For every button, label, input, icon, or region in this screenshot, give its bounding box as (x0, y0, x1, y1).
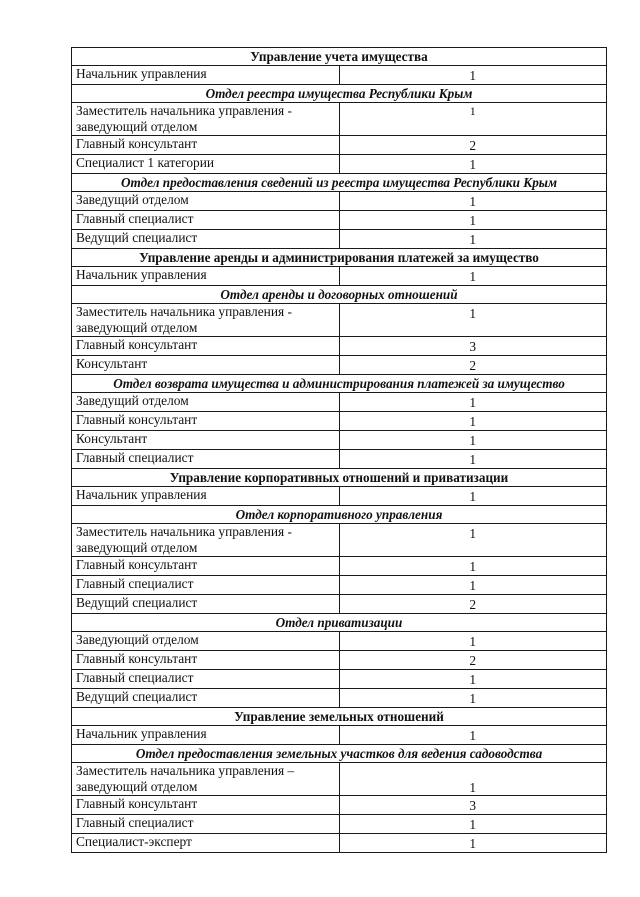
position-name: Начальник управления (72, 726, 340, 745)
position-name: Главный специалист (72, 211, 340, 230)
table-row (72, 412, 607, 431)
table-row (72, 815, 607, 834)
position-name: Заместитель начальника управления - заведующий отделом (72, 304, 340, 337)
position-count: 1 (339, 66, 607, 85)
position-name: Заведущий отделом (72, 393, 340, 412)
position-count: 1 (339, 393, 607, 412)
position-count: 1 (339, 155, 607, 174)
staffing-table-body (72, 48, 607, 853)
position-name: Специалист 1 категории (72, 155, 340, 174)
department-title: Отдел приватизации (72, 614, 607, 632)
department-heading-row (72, 85, 607, 103)
table-row (72, 230, 607, 249)
position-name: Главный консультант (72, 412, 340, 431)
position-name: Начальник управления (72, 487, 340, 506)
position-name: Заведущий отделом (72, 192, 340, 211)
position-count: 1 (339, 576, 607, 595)
position-name: Консультант (72, 431, 340, 450)
table-row (72, 211, 607, 230)
position-name: Начальник управления (72, 66, 340, 85)
directorate-heading-row (72, 469, 607, 487)
table-row (72, 267, 607, 286)
position-count: 1 (339, 815, 607, 834)
department-heading-row (72, 745, 607, 763)
table-row (72, 356, 607, 375)
table-row (72, 136, 607, 155)
directorate-title: Управление корпоративных отношений и приватизации (72, 469, 607, 487)
table-row (72, 670, 607, 689)
department-heading-row (72, 375, 607, 393)
position-name: Заместитель начальника управления – заведующий отделом (72, 763, 340, 796)
table-row (72, 393, 607, 412)
position-count: 1 (339, 670, 607, 689)
position-count: 1 (339, 230, 607, 249)
position-name: Главный консультант (72, 136, 340, 155)
position-count: 1 (339, 557, 607, 576)
department-title: Отдел предоставления земельных участков для ведения садоводства (72, 745, 607, 763)
table-row (72, 557, 607, 576)
position-count: 1 (339, 726, 607, 745)
position-name: Ведущий специалист (72, 230, 340, 249)
position-count: 1 (339, 192, 607, 211)
table-row (72, 595, 607, 614)
table-row (72, 834, 607, 853)
position-name: Ведущий специалист (72, 595, 340, 614)
directorate-title: Управление аренды и администрирования платежей за имущество (72, 249, 607, 267)
department-title: Отдел предоставления сведений из реестра имущества Республики Крым (72, 174, 607, 192)
table-row (72, 763, 607, 796)
position-name: Главный консультант (72, 651, 340, 670)
position-count: 1 (339, 487, 607, 506)
department-title: Отдел аренды и договорных отношений (72, 286, 607, 304)
department-heading-row (72, 614, 607, 632)
position-count: 1 (339, 524, 607, 557)
department-title: Отдел реестра имущества Республики Крым (72, 85, 607, 103)
table-row (72, 651, 607, 670)
table-row (72, 524, 607, 557)
position-count: 3 (339, 796, 607, 815)
table-row (72, 450, 607, 469)
position-count: 2 (339, 356, 607, 375)
directorate-title: Управление учета имущества (72, 48, 607, 66)
position-name: Главный специалист (72, 670, 340, 689)
table-row (72, 337, 607, 356)
staffing-table (71, 47, 607, 853)
table-row (72, 431, 607, 450)
table-row (72, 796, 607, 815)
table-row (72, 192, 607, 211)
directorate-heading-row (72, 249, 607, 267)
position-name: Главный специалист (72, 450, 340, 469)
table-row (72, 726, 607, 745)
department-heading-row (72, 174, 607, 192)
directorate-heading-row (72, 708, 607, 726)
position-name: Главный специалист (72, 815, 340, 834)
position-count: 1 (339, 689, 607, 708)
position-name: Заместитель начальника управления - заведующий отделом (72, 103, 340, 136)
table-row (72, 304, 607, 337)
position-name: Консультант (72, 356, 340, 375)
position-name: Главный консультант (72, 796, 340, 815)
position-count: 3 (339, 337, 607, 356)
position-name: Ведущий специалист (72, 689, 340, 708)
position-name: Заместитель начальника управления - заведующий отделом (72, 524, 340, 557)
position-count: 1 (339, 412, 607, 431)
position-count: 2 (339, 651, 607, 670)
table-row (72, 103, 607, 136)
position-count: 1 (339, 103, 607, 136)
position-name: Заведующий отделом (72, 632, 340, 651)
position-count: 1 (339, 211, 607, 230)
position-name: Начальник управления (72, 267, 340, 286)
position-count: 1 (339, 763, 607, 796)
table-row (72, 487, 607, 506)
directorate-title: Управление земельных отношений (72, 708, 607, 726)
position-count: 1 (339, 834, 607, 853)
position-count: 1 (339, 450, 607, 469)
position-name: Главный консультант (72, 337, 340, 356)
table-row (72, 155, 607, 174)
table-row (72, 66, 607, 85)
department-heading-row (72, 286, 607, 304)
position-count: 1 (339, 431, 607, 450)
position-count: 1 (339, 304, 607, 337)
department-heading-row (72, 506, 607, 524)
department-title: Отдел корпоративного управления (72, 506, 607, 524)
directorate-heading-row (72, 48, 607, 66)
position-name: Главный специалист (72, 576, 340, 595)
position-count: 2 (339, 136, 607, 155)
position-name: Главный консультант (72, 557, 340, 576)
position-name: Специалист-эксперт (72, 834, 340, 853)
position-count: 2 (339, 595, 607, 614)
department-title: Отдел возврата имущества и администрирования платежей за имущество (72, 375, 607, 393)
position-count: 1 (339, 267, 607, 286)
position-count: 1 (339, 632, 607, 651)
table-row (72, 689, 607, 708)
table-row (72, 576, 607, 595)
table-row (72, 632, 607, 651)
